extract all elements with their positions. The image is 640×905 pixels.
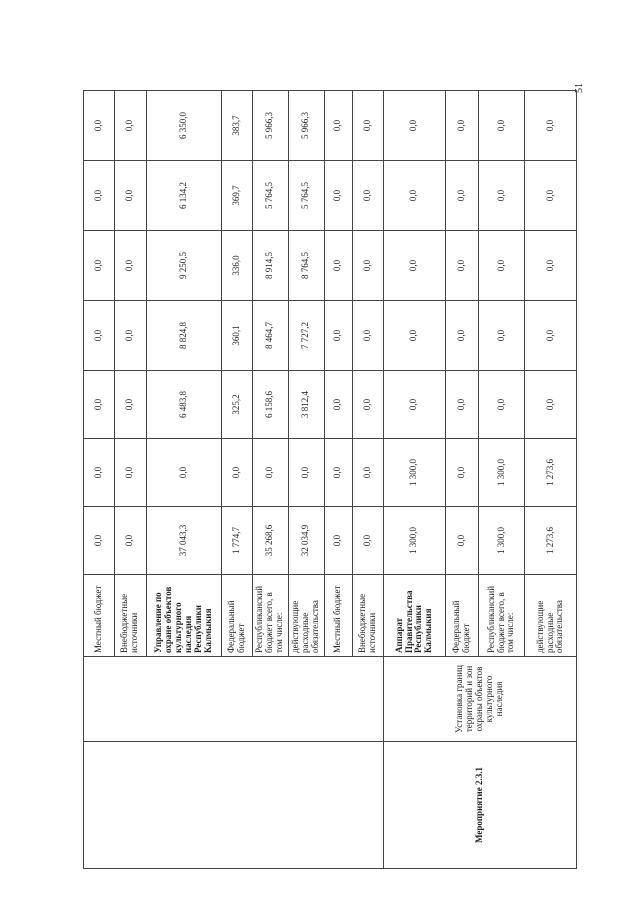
- value-cell: 360,1: [221, 301, 252, 371]
- value-cell: 0,0: [353, 231, 384, 301]
- value-cell: 0,0: [525, 371, 577, 439]
- value-cell: 0,0: [114, 301, 146, 371]
- value-cell: 5 764,5: [288, 161, 324, 231]
- value-cell: 0,0: [114, 507, 146, 575]
- source-cell: Управление по охране объектов культурного наследия Республики Калмыкия: [146, 575, 221, 657]
- value-cell: 0,0: [445, 161, 478, 231]
- value-cell: 1 300,0: [384, 507, 446, 575]
- value-cell: 0,0: [324, 507, 353, 575]
- value-cell: 0,0: [384, 161, 446, 231]
- budget-table-body: [84, 91, 577, 869]
- value-cell: 6 134,2: [146, 161, 221, 231]
- value-cell: 0,0: [288, 439, 324, 507]
- value-cell: 0,0: [445, 301, 478, 371]
- value-cell: 0,0: [525, 161, 577, 231]
- value-cell: 0,0: [525, 301, 577, 371]
- value-cell: 0,0: [84, 91, 115, 161]
- value-cell: 5 764,5: [252, 161, 288, 231]
- value-cell: 0,0: [353, 507, 384, 575]
- value-cell: 0,0: [324, 301, 353, 371]
- table-row: [84, 91, 115, 869]
- page-number: 51: [574, 83, 585, 93]
- source-cell: действующие расходные обязательства: [525, 575, 577, 657]
- value-cell: 0,0: [84, 231, 115, 301]
- value-cell: 0,0: [84, 439, 115, 507]
- value-cell: 0,0: [84, 161, 115, 231]
- value-cell: 325,2: [221, 371, 252, 439]
- value-cell: 383,7: [221, 91, 252, 161]
- value-cell: 0,0: [353, 301, 384, 371]
- value-cell: 0,0: [445, 91, 478, 161]
- value-cell: 8 914,5: [252, 231, 288, 301]
- value-cell: 1 774,7: [221, 507, 252, 575]
- value-cell: 0,0: [525, 91, 577, 161]
- value-cell: 0,0: [114, 439, 146, 507]
- value-cell: 0,0: [353, 91, 384, 161]
- value-cell: 0,0: [146, 439, 221, 507]
- value-cell: 0,0: [384, 231, 446, 301]
- value-cell: 0,0: [221, 439, 252, 507]
- budget-table: [83, 90, 577, 869]
- value-cell: 0,0: [353, 371, 384, 439]
- value-cell: 3 812,4: [288, 371, 324, 439]
- value-cell: 37 043,3: [146, 507, 221, 575]
- value-cell: 0,0: [445, 371, 478, 439]
- source-cell: Местный бюджет: [324, 575, 353, 657]
- value-cell: 9 250,5: [146, 231, 221, 301]
- value-cell: 0,0: [445, 231, 478, 301]
- value-cell: 0,0: [324, 439, 353, 507]
- value-cell: 0,0: [478, 301, 524, 371]
- measure-cell-empty: [84, 742, 384, 869]
- value-cell: 0,0: [384, 371, 446, 439]
- value-cell: 0,0: [114, 91, 146, 161]
- source-cell: Аппарат Правительства Республики Калмыкия: [384, 575, 446, 657]
- value-cell: 0,0: [114, 231, 146, 301]
- value-cell: 35 268,6: [252, 507, 288, 575]
- value-cell: 0,0: [478, 371, 524, 439]
- value-cell: 1 300,0: [384, 439, 446, 507]
- value-cell: 0,0: [324, 161, 353, 231]
- value-cell: 0,0: [384, 91, 446, 161]
- value-cell: 0,0: [525, 231, 577, 301]
- value-cell: 1 273,6: [525, 439, 577, 507]
- value-cell: 8 764,5: [288, 231, 324, 301]
- value-cell: 0,0: [324, 371, 353, 439]
- source-cell: Внебюджетные источники: [114, 575, 146, 657]
- value-cell: 7 727,2: [288, 301, 324, 371]
- value-cell: 6 483,8: [146, 371, 221, 439]
- source-cell: Местный бюджет: [84, 575, 115, 657]
- value-cell: 6 350,0: [146, 91, 221, 161]
- value-cell: 1 273,6: [525, 507, 577, 575]
- value-cell: 5 966,3: [288, 91, 324, 161]
- value-cell: 0,0: [445, 507, 478, 575]
- value-cell: 0,0: [252, 439, 288, 507]
- source-cell: Федеральный бюджет: [445, 575, 478, 657]
- value-cell: 1 300,0: [478, 439, 524, 507]
- table-row: [384, 91, 446, 869]
- value-cell: 0,0: [114, 161, 146, 231]
- value-cell: 1 300,0: [478, 507, 524, 575]
- value-cell: 369,7: [221, 161, 252, 231]
- value-cell: 0,0: [445, 439, 478, 507]
- value-cell: 0,0: [478, 231, 524, 301]
- value-cell: 0,0: [114, 371, 146, 439]
- source-cell: Федеральный бюджет: [221, 575, 252, 657]
- measure-description: Установка границ территорий и зон охраны объектов культурного наследия: [384, 657, 577, 742]
- value-cell: 6 158,6: [252, 371, 288, 439]
- source-cell: Внебюджетные источники: [353, 575, 384, 657]
- source-cell: Республиканский бюджет всего, в том числе:: [478, 575, 524, 657]
- value-cell: 32 034,9: [288, 507, 324, 575]
- value-cell: 0,0: [324, 231, 353, 301]
- value-cell: 5 966,3: [252, 91, 288, 161]
- value-cell: 0,0: [478, 161, 524, 231]
- value-cell: 8 464,7: [252, 301, 288, 371]
- value-cell: 8 824,8: [146, 301, 221, 371]
- source-cell: Республиканский бюджет всего, в том числе:: [252, 575, 288, 657]
- value-cell: 336,0: [221, 231, 252, 301]
- value-cell: 0,0: [324, 91, 353, 161]
- source-cell: действующие расходные обязательства: [288, 575, 324, 657]
- value-cell: 0,0: [353, 439, 384, 507]
- value-cell: 0,0: [353, 161, 384, 231]
- value-cell: 0,0: [84, 507, 115, 575]
- value-cell: 0,0: [478, 91, 524, 161]
- value-cell: 0,0: [384, 301, 446, 371]
- description-cell-empty: [84, 657, 384, 742]
- value-cell: 0,0: [84, 371, 115, 439]
- value-cell: 0,0: [84, 301, 115, 371]
- measure-name: Мероприятие 2.3.1: [384, 742, 577, 869]
